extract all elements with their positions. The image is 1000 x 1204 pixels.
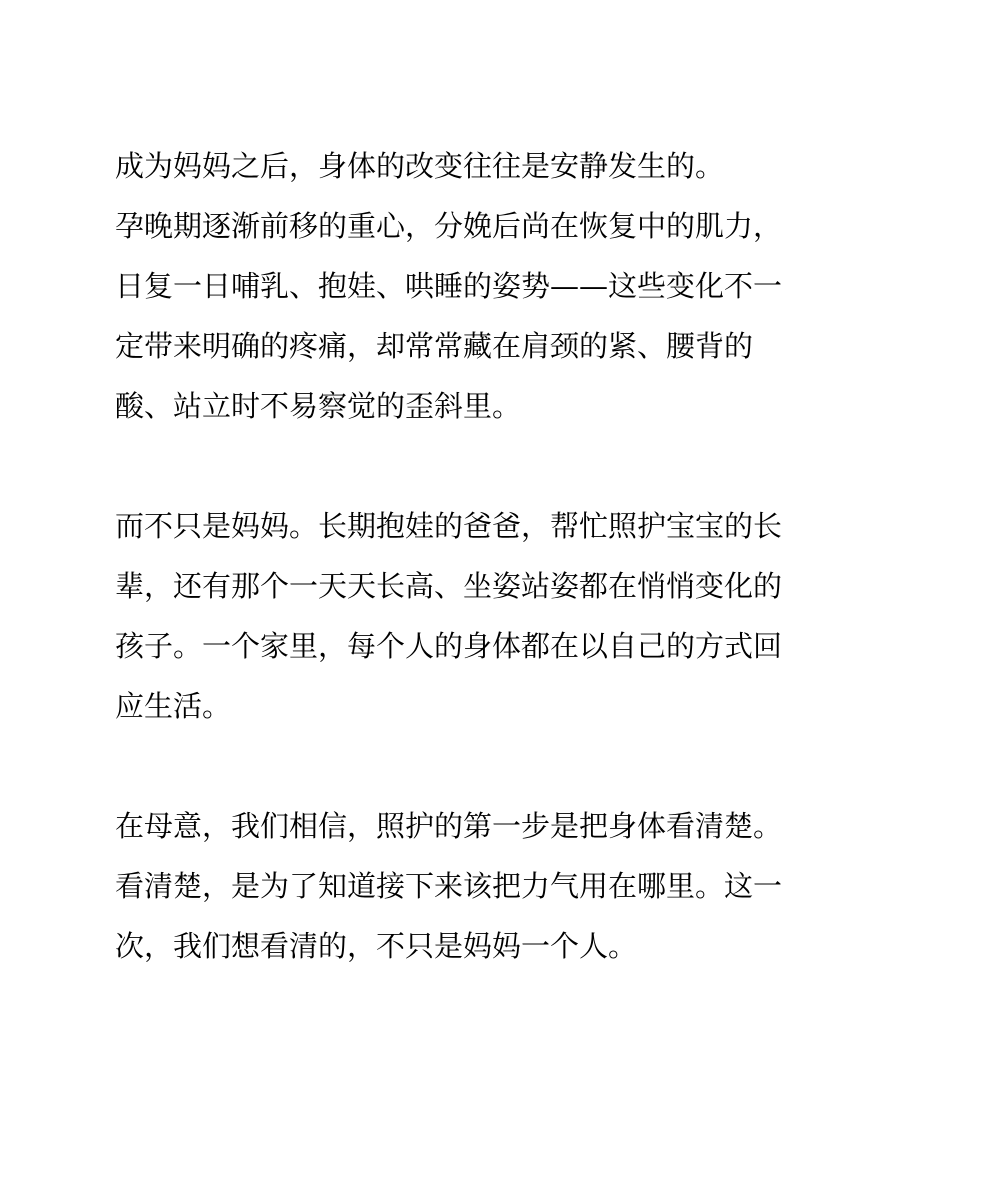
paragraph-spacer	[115, 736, 815, 796]
text-line: 在母意，我们相信，照护的第一步是把身体看清楚。	[115, 809, 783, 843]
text-line: 看清楚，是为了知道接下来该把力气用在哪里。这一	[115, 869, 783, 903]
paragraph-1	[115, 136, 815, 436]
text-line: 次，我们想看清的，不只是妈妈一个人。	[115, 929, 638, 963]
text-line: 应生活。	[115, 689, 232, 723]
document-body	[115, 136, 815, 976]
paragraph-2	[115, 496, 815, 736]
text-line: 而不只是妈妈。长期抱娃的爸爸，帮忙照护宝宝的长	[115, 509, 783, 543]
paragraph-3	[115, 796, 815, 976]
text-line: 孕晚期逐渐前移的重心，分娩后尚在恢复中的肌力，	[115, 209, 783, 243]
paragraph-spacer	[115, 436, 815, 496]
text-line: 成为妈妈之后，身体的改变往往是安静发生的。	[115, 149, 725, 183]
text-line: 酸、站立时不易察觉的歪斜里。	[115, 389, 522, 423]
text-line: 定带来明确的疼痛，却常常藏在肩颈的紧、腰背的	[115, 329, 754, 363]
text-line: 孩子。一个家里，每个人的身体都在以自己的方式回	[115, 629, 783, 663]
text-line: 日复一日哺乳、抱娃、哄睡的姿势——这些变化不一	[115, 269, 783, 303]
text-line: 辈，还有那个一天天长高、坐姿站姿都在悄悄变化的	[115, 569, 783, 603]
